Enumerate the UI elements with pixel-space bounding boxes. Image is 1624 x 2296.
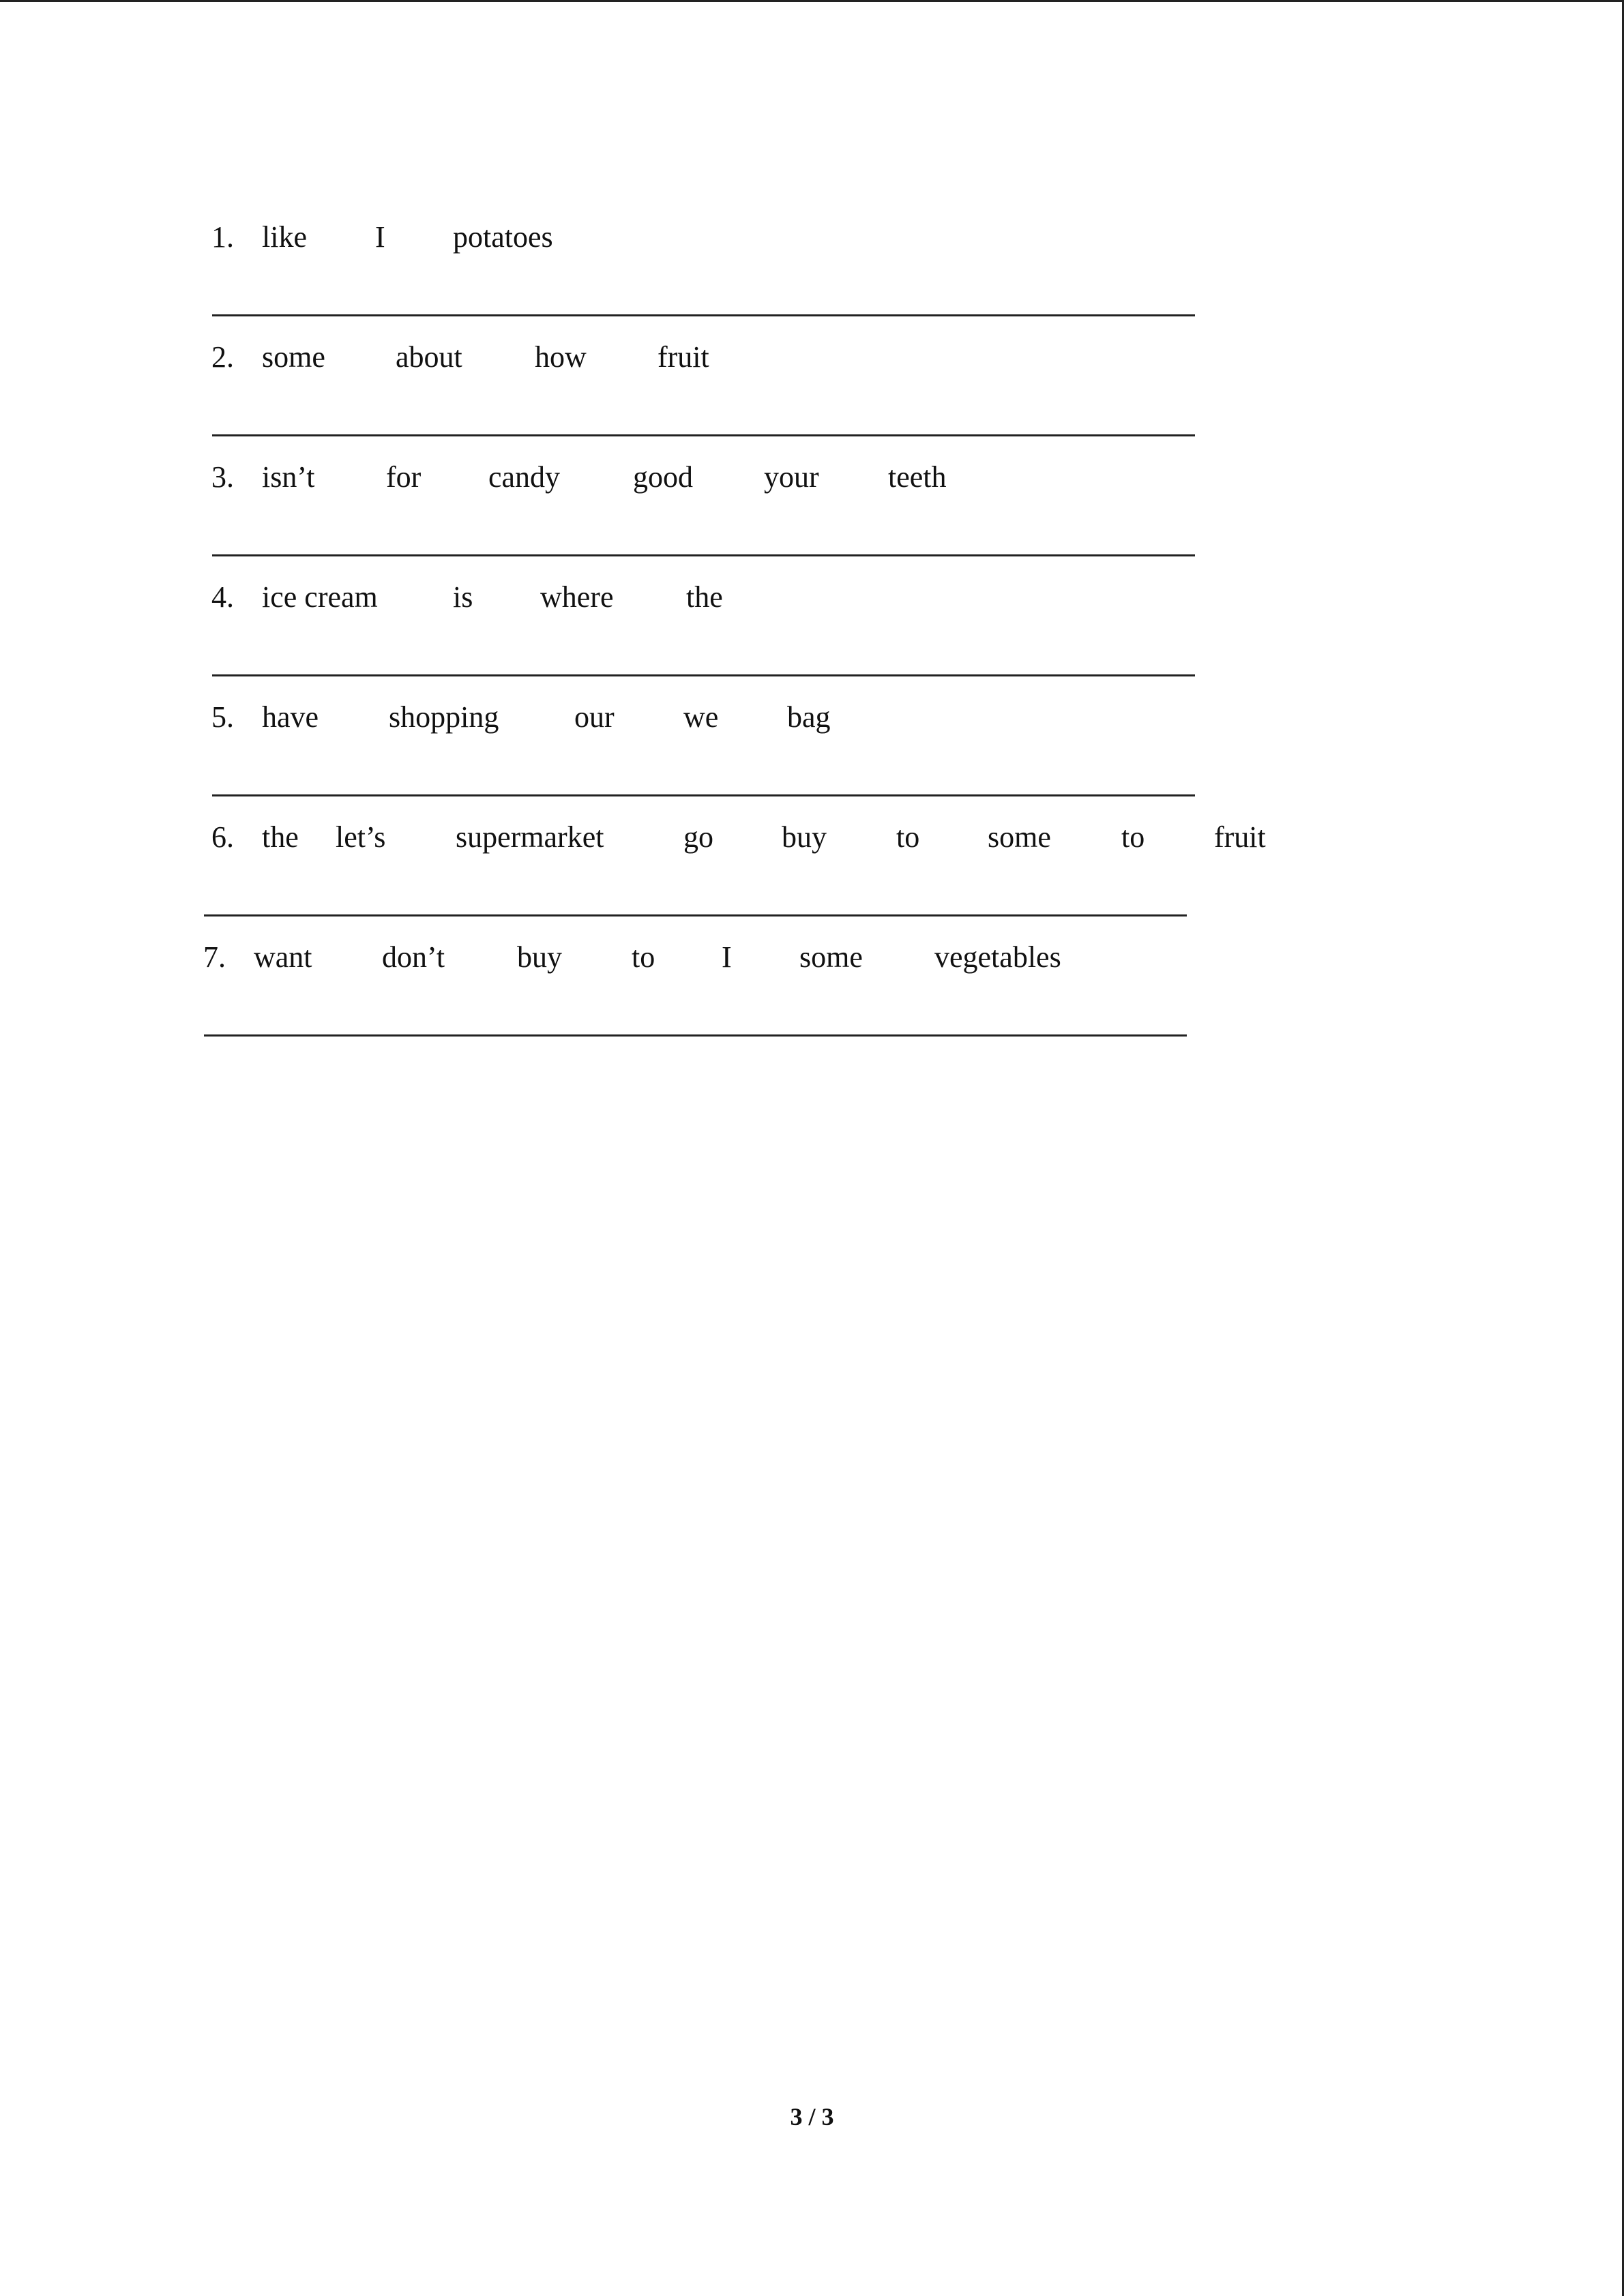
scrambled-word: I xyxy=(722,940,732,974)
scrambled-word: let’s xyxy=(336,820,386,854)
scrambled-word: shopping xyxy=(389,700,499,734)
scrambled-word: to xyxy=(896,820,920,854)
scrambled-word: candy xyxy=(488,460,561,494)
question-item xyxy=(211,697,894,738)
scrambled-word: have xyxy=(262,700,319,734)
scrambled-word: supermarket xyxy=(456,820,604,854)
scrambled-word: buy xyxy=(517,940,562,974)
scrambled-word: where xyxy=(540,580,614,614)
scrambled-word: for xyxy=(386,460,422,494)
answer-line[interactable] xyxy=(212,554,1195,556)
answer-line[interactable] xyxy=(204,1034,1187,1037)
question-number: 7. xyxy=(203,940,226,974)
scrambled-word: go xyxy=(683,820,713,854)
answer-line[interactable] xyxy=(204,914,1187,916)
question-number: 1. xyxy=(211,220,234,254)
scrambled-word: some xyxy=(988,820,1051,854)
scrambled-word: about xyxy=(396,340,462,374)
scrambled-word: to xyxy=(632,940,655,974)
question-item xyxy=(211,457,1030,498)
question-item xyxy=(211,577,825,618)
scrambled-word: ice cream xyxy=(262,580,378,614)
scrambled-word: teeth xyxy=(888,460,947,494)
question-item xyxy=(211,217,621,258)
question-item xyxy=(203,937,1158,978)
answer-line[interactable] xyxy=(212,434,1195,436)
scrambled-word: how xyxy=(535,340,587,374)
scrambled-word: your xyxy=(764,460,819,494)
scrambled-word: vegetables xyxy=(934,940,1061,974)
scrambled-word: some xyxy=(799,940,863,974)
scrambled-word: is xyxy=(453,580,473,614)
answer-line[interactable] xyxy=(212,674,1195,676)
scrambled-word: isn’t xyxy=(262,460,315,494)
question-item xyxy=(211,817,1303,858)
scrambled-word: buy xyxy=(782,820,827,854)
scrambled-word: potatoes xyxy=(453,220,553,254)
question-number: 3. xyxy=(211,460,234,494)
scrambled-word: good xyxy=(633,460,693,494)
scrambled-word: like xyxy=(262,220,307,254)
answer-line[interactable] xyxy=(212,314,1195,316)
scrambled-word: our xyxy=(574,700,615,734)
question-number: 5. xyxy=(211,700,234,734)
scrambled-word: the xyxy=(262,820,299,854)
page-number: 3 / 3 xyxy=(790,2103,834,2130)
question-number: 4. xyxy=(211,580,234,614)
scrambled-word: fruit xyxy=(658,340,709,374)
question-number: 2. xyxy=(211,340,234,374)
scrambled-word: the xyxy=(686,580,723,614)
scrambled-word: I xyxy=(375,220,385,254)
scrambled-word: some xyxy=(262,340,325,374)
scrambled-word: fruit xyxy=(1214,820,1266,854)
scrambled-word: to xyxy=(1121,820,1145,854)
scrambled-word: want xyxy=(254,940,312,974)
scrambled-word: don’t xyxy=(382,940,445,974)
question-number: 6. xyxy=(211,820,234,854)
scrambled-word: bag xyxy=(787,700,831,734)
scrambled-word: we xyxy=(683,700,719,734)
answer-line[interactable] xyxy=(212,794,1195,796)
question-item xyxy=(211,337,757,378)
